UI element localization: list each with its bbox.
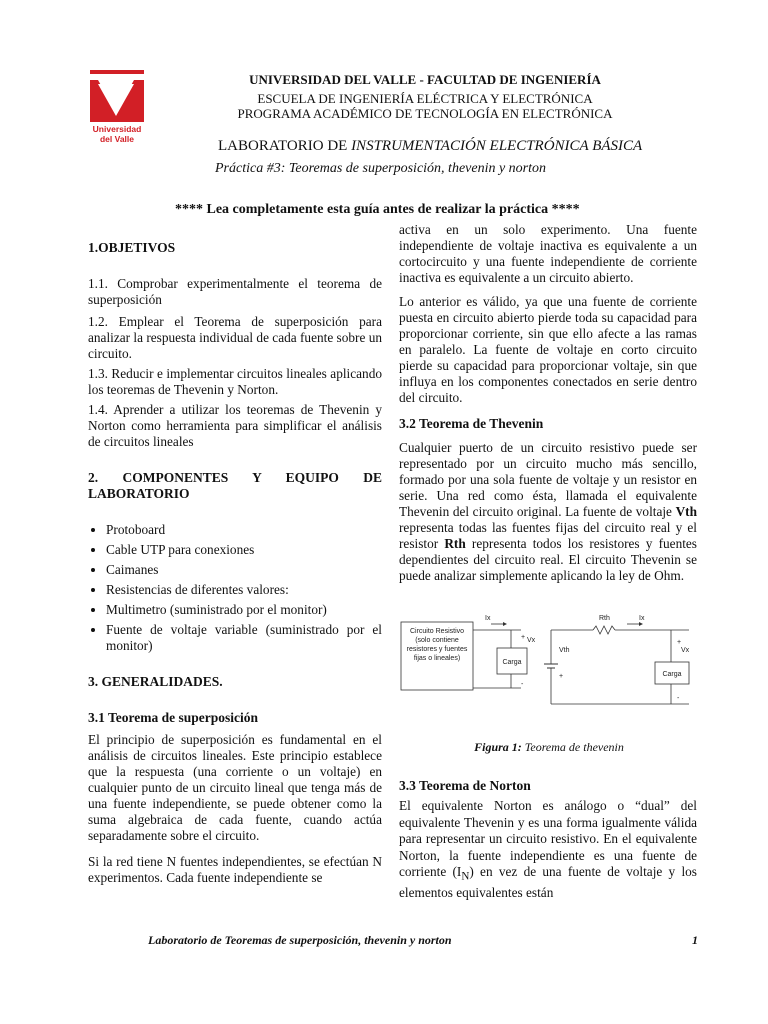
thevenin-text-b: representa todas las fuentes fijas del circuito real y el resistor	[399, 520, 697, 551]
thevenin-text-c: representa todos los resistores y fuentes dependientes del circuito real. El circuito Thevenin se puede analizar simplemente aplicando la ley de Ohm.	[399, 536, 697, 583]
norton-text-b: ) en vez de una fuente de voltaje y los elementos equivalentes están	[399, 864, 697, 901]
carga-label-right: Carga	[662, 671, 682, 678]
left-column	[88, 222, 382, 892]
general-heading: 3. GENERALIDADES.	[88, 674, 223, 689]
vth-term: Vth	[675, 504, 697, 519]
carga-label-left: Carga	[502, 659, 522, 666]
logo-text-line1: Universidad	[92, 124, 142, 134]
plus-label-left: +	[521, 634, 526, 641]
superposition-paragraph: Si la red tiene N fuentes independientes, se efectúan N experimentos. Cada fuente independiente se	[88, 854, 382, 885]
thevenin-text-a: Cualquier puerto de un circuito resistivo puede ser representado por un circuito mucho más sencillo, formado por una sola fuente de voltaje y un resistor en serie. Una red como ésta, llamada el equivalente Thevenin del circuito original. La fuente de voltaje	[399, 440, 697, 519]
thevenin-heading: 3.2 Teorema de Thevenin	[399, 416, 544, 431]
lab-course: INSTRUMENTACIÓN ELECTRÓNICA BÁSICA	[351, 138, 643, 154]
warning-note: **** Lea completamente esta guía antes de realizar la práctica ****	[175, 202, 580, 217]
box-text-2: (solo contiene	[415, 637, 459, 644]
figure-caption	[399, 740, 699, 755]
rth-term: Rth	[444, 536, 466, 551]
norton-heading: 3.3 Teorema de Norton	[399, 778, 531, 793]
page-number: 1	[692, 933, 698, 947]
list-item: • Multimetro (suministrado por el monitor)	[106, 602, 382, 618]
objective-item: 1.1. Comprobar experimentalmente el teorema de superposición	[88, 276, 382, 307]
minus-label-right: -	[677, 695, 680, 702]
superposition-heading: 3.1 Teorema de superposición	[88, 710, 259, 725]
rth-resistor-icon	[593, 626, 615, 634]
footer-text: Laboratorio de Teoremas de superposición, thevenin y norton	[148, 933, 452, 947]
current-arrow-icon	[503, 622, 507, 626]
university-logo	[88, 70, 146, 148]
thevenin-figure	[399, 612, 699, 712]
caption-text: Teorema de thevenin	[521, 740, 624, 754]
minus-label-left: -	[521, 681, 524, 688]
components-list	[88, 522, 382, 654]
box-text-1: Circuito Resistivo	[409, 628, 465, 635]
caption-label: Figura 1:	[474, 740, 522, 754]
ix-label-right: Ix	[639, 615, 645, 622]
current-arrow-icon	[639, 622, 643, 626]
list-item: • Fuente de voltaje variable (suministrado por el monitor)	[106, 622, 382, 654]
objective-item: 1.4. Aprender a utilizar los teoremas de Thevenin y Norton como herramienta para simplificar el análisis de circuitos lineales	[88, 402, 382, 449]
superposition-paragraph: El principio de superposición es fundamental en el análisis de circuitos lineales. Este principio establece que la respuesta (una corriente o un voltaje) en cualquier punto de un circuito lineal que tenga más de una fuente independiente, se puede obtener como la suma algebraica de cada fuente, cuando actúa separadamente sobre el circuito.	[88, 732, 382, 843]
practice-title: Práctica #3: Teoremas de superposición, thevenin y norton	[215, 161, 547, 176]
plus-label-source: +	[559, 673, 564, 680]
list-item: • Protoboard	[106, 522, 382, 538]
box-text-4: fijas o lineales)	[413, 655, 461, 662]
header-school: ESCUELA DE INGENIERÍA ELÉCTRICA Y ELECTRÓNICA	[257, 91, 593, 106]
inactive-sources-paragraph: activa en un solo experimento. Una fuente independiente de voltaje inactiva es equivalente a un cortocircuito y una fuente independiente de corriente inactiva es equivalente a un circuito abierto.	[399, 222, 697, 285]
components-heading: 2. COMPONENTES Y EQUIPO DE LABORATORIO	[88, 470, 382, 501]
header-university: UNIVERSIDAD DEL VALLE - FACULTAD DE INGENIERÍA	[249, 72, 601, 87]
logo-text-line2: del Valle	[99, 134, 135, 144]
vth-label: Vth	[559, 647, 570, 654]
list-item: • Cable UTP para conexiones	[106, 542, 382, 558]
lab-prefix: LABORATORIO DE	[218, 138, 352, 154]
ix-label-left: Ix	[485, 615, 491, 622]
norton-subscript: N	[461, 870, 470, 883]
list-item: • Resistencias de diferentes valores:	[106, 582, 382, 598]
vx-label-left: Vx	[527, 637, 536, 644]
list-item: • Caimanes	[106, 562, 382, 578]
vx-label-right: Vx	[681, 647, 690, 654]
objective-item: 1.2. Emplear el Teorema de superposición para analizar la respuesta individual de cada fuente sobre un circuito.	[88, 314, 382, 361]
plus-label-right: +	[677, 639, 682, 646]
objectives-heading: 1.OBJETIVOS	[88, 240, 176, 255]
thevenin-paragraph	[399, 440, 697, 584]
norton-text-a: El equivalente Norton es análogo o “dual” del equivalente Thevenin y es una forma igualmente válida para representar un circuito resistivo. En el equivalente Norton, la fuente independiente es una fuente de corriente (I	[399, 798, 697, 879]
header-program: PROGRAMA ACADÉMICO DE TECNOLOGÍA EN ELECTRÓNICA	[237, 106, 613, 121]
norton-paragraph	[399, 798, 697, 902]
lab-title	[218, 138, 642, 155]
explanation-paragraph: Lo anterior es válido, ya que una fuente de corriente puesta en circuito abierto pierde toda su capacidad para proporcionar corriente, sin que ello afecte a las ramas en paralelo. La fuente de voltaje en corto circuito pierde su capacidad para proporcionar voltaje, sin que influya en los componentes conectados en serie dentro del circuito.	[399, 294, 697, 405]
box-text-3: resistores y fuentes	[406, 646, 468, 653]
right-column	[399, 222, 697, 590]
norton-section	[399, 778, 697, 908]
rth-label: Rth	[599, 615, 610, 622]
objective-item: 1.3. Reducir e implementar circuitos lineales aplicando los teoremas de Thevenin y Norton.	[88, 366, 382, 397]
